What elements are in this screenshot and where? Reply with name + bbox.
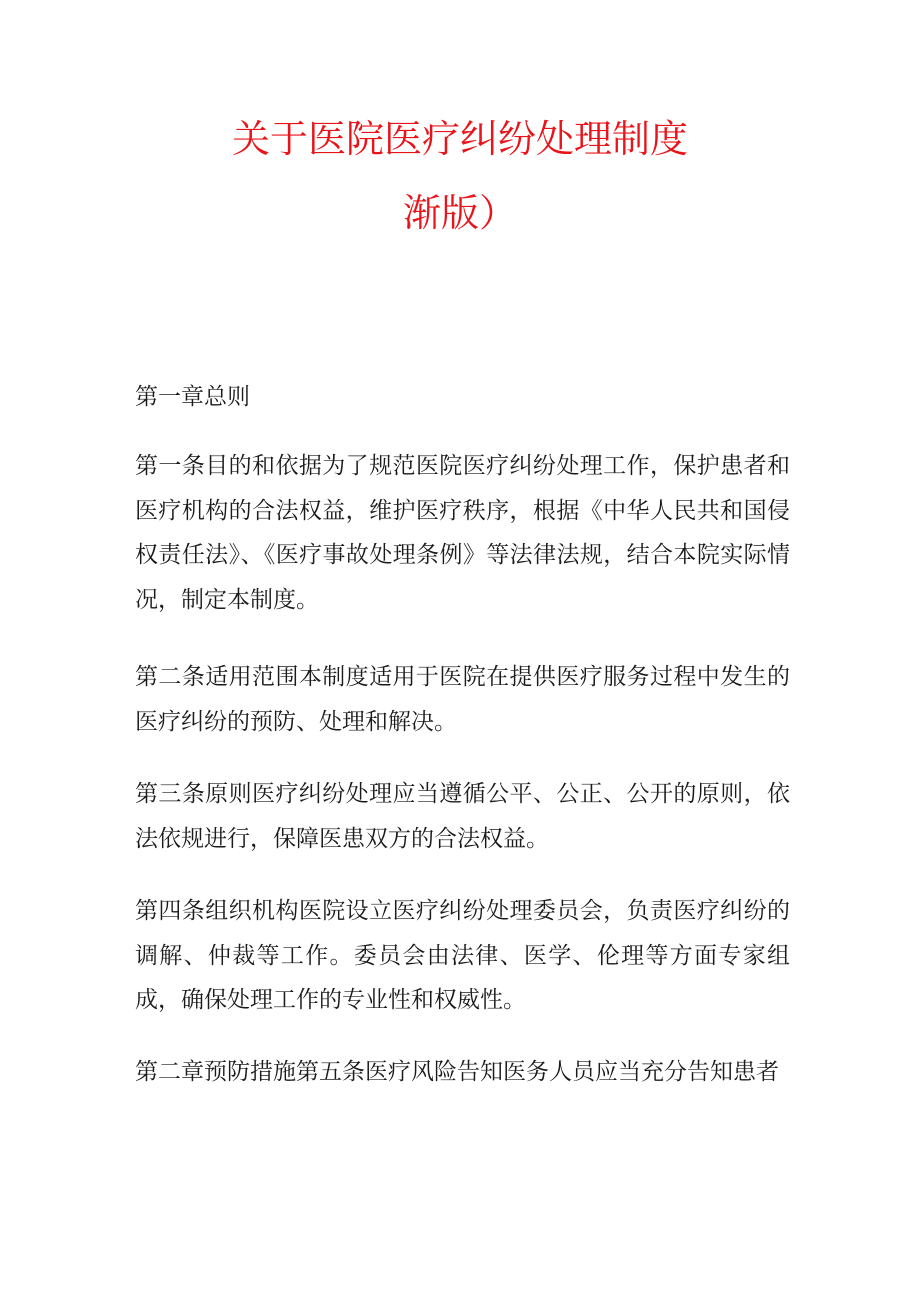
- chapter-2-paragraph: 第二章预防措施第五条医疗风险告知医务人员应当充分告知患者: [135, 1059, 779, 1085]
- document-title-edition: 渐版）: [402, 191, 517, 235]
- article-1-paragraph: 第一条目的和依据为了规范医院医疗纠纷处理工作，保护患者和医疗机构的合法权益，维护医疗秩序，根据《中华人民共和国侵权责任法》、《医疗事故处理条例》等法律法规，结合本院实际情况，制定本制度。: [135, 453, 790, 613]
- article-3-paragraph: 第三条原则医疗纠纷处理应当遵循公平、公正、公开的原则，依法依规进行，保障医患双方的合法权益。: [135, 781, 790, 852]
- article-4-paragraph: 第四条组织机构医院设立医疗纠纷处理委员会，负责医疗纠纷的调解、仲裁等工作。委员会由法律、医学、伦理等方面专家组成，确保处理工作的专业性和权威性。: [135, 898, 790, 1013]
- chapter-heading-1: 第一章总则: [135, 384, 250, 410]
- article-2-paragraph: 第二条适用范围本制度适用于医院在提供医疗服务过程中发生的医疗纠纷的预防、处理和解决。: [135, 664, 790, 735]
- document-title: 关于医院医疗纠纷处理制度: [231, 117, 688, 161]
